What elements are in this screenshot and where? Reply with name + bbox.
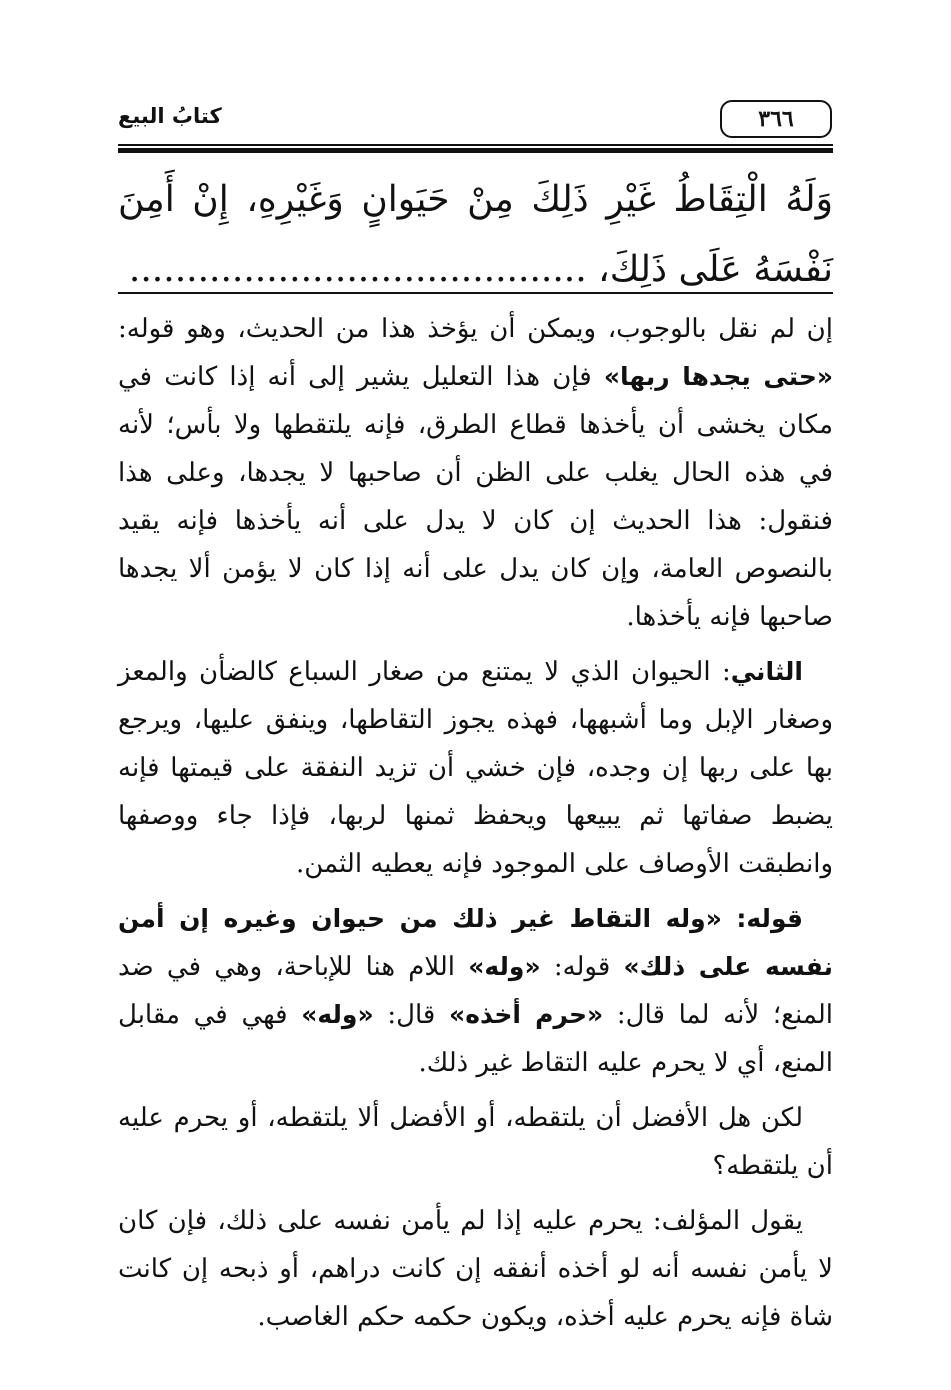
paragraph-3 [118,895,833,1087]
matn-divider [118,292,833,294]
page-number: ٣٦٦ [720,100,832,138]
quote-wa-lahu-2: «وله» [301,1000,374,1029]
hadith-quote: «حتى يجدها ربها» [603,362,833,391]
quote-hurrima: «حرم أخذه» [449,1000,604,1029]
book-title: كتابُ البيع [118,104,222,128]
quote-matn: قوله: «وله التقاط غير ذلك من حيوان وغيره إن أمن نفسه على ذلك» [118,904,833,981]
second-heading: الثاني [730,657,803,686]
paragraph-1 [118,305,833,641]
matn-text: وَلَهُ الْتِقَاطُ غَيْرِ ذَلِكَ مِنْ حَيَوانٍ وَغَيْرِهِ، إِنْ أَمِنَ نَفْسَهُ عَلَى ذَلِكَ، ........................................ [118,179,833,290]
quote-wa-lahu: «وله» [468,952,541,981]
header-rule-thick [118,148,833,153]
p2-text: : الحيوان الذي لا يمتنع من صغار السباع كالضأن والمعز وصغار الإبل وما أشبهها، فهذه يجوز التقاطها، وينفق عليها، ويرجع بها على ربها إن وجده، فإن خشي أن تزيد النفقة على قيمتها فإنه يضبط صفاتها ثم يبيعها ويحفظ ثمنها لربها، فإذا جاء ووصفها وانطبقت الأوصاف على الموجود فإنه يعطيه الثمن. [118,657,833,879]
paragraph-4: لكن هل الأفضل أن يلتقطه، أو الأفضل ألا يلتقطه، أو يحرم عليه أن يلتقطه؟ [118,1103,833,1181]
p3-mid-b: اللام هنا للإباحة، وهي في ضد المنع؛ لأنه لما قال: [118,952,833,1030]
p3-mid-c: قال: [373,1000,450,1030]
p3-rest: فهي في مقابل المنع، أي لا يحرم عليه التقاط غير ذلك. [118,1000,833,1078]
p3-mid-a: قوله: [540,952,624,982]
page-header [118,100,833,160]
p1-text: إن لم نقل بالوجوب، ويمكن أن يؤخذ هذا من الحديث، وهو قوله: [118,314,833,344]
header-rule-thin [118,144,833,146]
p1-rest: فإن هذا التعليل يشير إلى أنه إذا كانت في مكان يخشى أن يأخذها قطاع الطرق، فإنه يلتقطها ولا بأس؛ لأنه في هذه الحال يغلب على الظن أن صاحبها لا يجدها، وعلى هذا فنقول: هذا الحديث إن كان لا يدل على أنه يأخذها فإنه يقيد بالنصوص العامة، وإن كان يدل على أنه إذا كان لا يؤمن ألا يجدها صاحبها فإنه يأخذها. [118,362,834,632]
commentary [118,305,833,1348]
paragraph-5: يقول المؤلف: يحرم عليه إذا لم يأمن نفسه على ذلك، فإن كان لا يأمن نفسه أنه لو أخذه أنفقه إن كانت دراهم، أو ذبحه إن كانت شاة فإنه يحرم عليه أخذه، ويكون حكمه حكم الغاصب. [118,1206,833,1332]
paragraph-2 [118,648,833,888]
